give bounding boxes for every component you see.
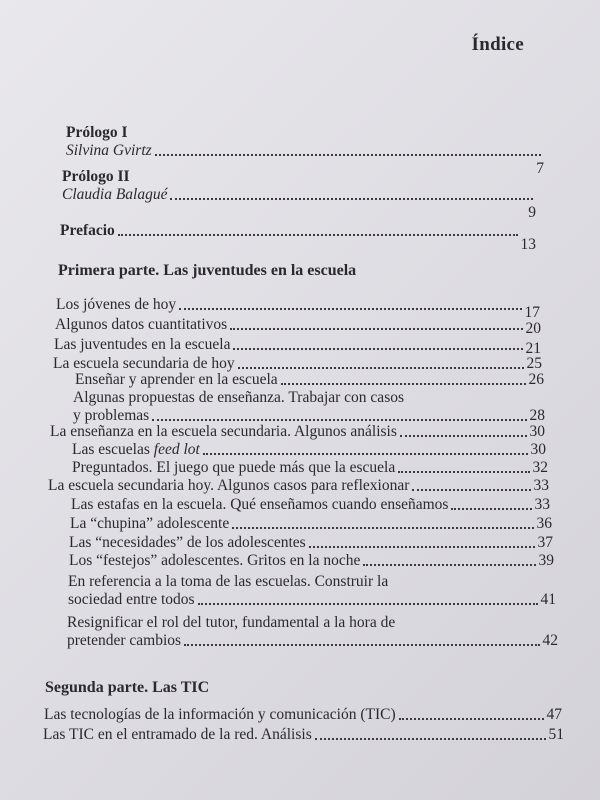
entry-title: Algunos datos cuantitativos (55, 316, 228, 333)
leader-dots (198, 603, 538, 605)
leader-dots (170, 198, 533, 200)
entry-page: 32 (532, 459, 548, 476)
entry-label: Prólogo II (62, 168, 130, 185)
entry-title-line1: Algunas propuestas de enseñanza. Trabajar con casos (73, 389, 405, 406)
part-heading-1: Primera parte. Las juventudes en la escuela (58, 262, 357, 279)
leader-dots (400, 435, 527, 437)
entry-title: Los jóvenes de hoy (56, 296, 177, 313)
toc-entry (73, 389, 545, 425)
entry-page: 21 (525, 340, 541, 357)
leader-dots (179, 308, 521, 310)
entry-title: Las juventudes en la escuela (54, 336, 231, 353)
leader-dots (309, 546, 535, 548)
entry-label: Prefacio (60, 222, 115, 239)
toc-entry (43, 726, 564, 744)
entry-page: 25 (526, 355, 542, 372)
entry-page: 33 (534, 496, 550, 513)
entry-title-line2: y problemas (73, 407, 150, 424)
entry-title: Las “necesidades” de los adolescentes (69, 534, 306, 551)
part-heading-2: Segunda parte. Las TIC (45, 679, 210, 696)
entry-label: Prólogo I (66, 124, 128, 141)
entry-title: La enseñanza en la escuela secundaria. Algunos análisis (50, 423, 397, 440)
entry-page: 33 (533, 477, 549, 494)
leader-dots (152, 419, 526, 421)
leader-dots (363, 564, 535, 566)
leader-dots (155, 154, 541, 156)
leader-dots (281, 383, 526, 385)
leader-dots (238, 367, 524, 369)
entry-title (72, 441, 200, 459)
toc-entry (56, 296, 540, 321)
entry-title: Los “festejos” adolescentes. Gritos en la noche (69, 552, 361, 569)
entry-page: 7 (536, 160, 544, 177)
toc-entry (44, 706, 562, 724)
leader-dots (315, 738, 546, 740)
leader-dots (118, 234, 518, 236)
entry-title: La escuela secundaria de hoy (53, 355, 235, 372)
entry-page: 20 (525, 320, 541, 337)
entry-title-line2: pretender cambios (67, 632, 182, 649)
entry-page: 13 (520, 236, 536, 253)
entry-title-line1: En referencia a la toma de las escuelas. Construir la (68, 573, 389, 590)
entry-page: 30 (529, 423, 545, 440)
leader-dots (232, 527, 533, 529)
toc-entry (67, 614, 558, 650)
toc-entry (55, 316, 541, 337)
toc-entry (68, 573, 556, 609)
entry-title-line2: sociedad entre todos (68, 591, 195, 608)
entry-author: Silvina Gvirtz (66, 142, 152, 159)
toc-entry-prefacio (60, 222, 536, 253)
entry-page: 42 (542, 632, 558, 649)
entry-page: 26 (528, 371, 544, 388)
entry-page: 41 (540, 591, 556, 608)
leader-dots (203, 453, 528, 455)
toc-entry (69, 552, 554, 570)
leader-dots (184, 644, 539, 646)
page-title: Índice (471, 34, 524, 55)
entry-title: La escuela secundaria hoy. Algunos casos para reflexionar (48, 477, 410, 494)
entry-title: Las TIC en el entramado de la red. Análisis (43, 726, 312, 743)
leader-dots (412, 489, 530, 491)
toc-entry (50, 423, 545, 441)
entry-title: Las tecnologías de la información y comunicación (TIC) (44, 706, 396, 723)
entry-title-prefix: Las escuelas (72, 441, 154, 458)
entry-page: 37 (537, 534, 553, 551)
entry-title: Preguntados. El juego que puede más que la escuela (72, 459, 396, 476)
entry-title-line1: Resignificar el rol del tutor, fundamental a la hora de (67, 614, 396, 631)
entry-title: Las estafas en la escuela. Qué enseñamos cuando enseñamos (71, 496, 449, 513)
toc-entry (75, 371, 544, 389)
toc-entry (71, 496, 550, 514)
entry-page: 47 (546, 706, 562, 723)
entry-page: 36 (536, 515, 552, 532)
entry-page: 51 (548, 726, 564, 743)
leader-dots (451, 508, 531, 510)
leader-dots (230, 328, 522, 330)
leader-dots (398, 471, 529, 473)
toc-entry (54, 336, 541, 357)
entry-page: 9 (528, 204, 536, 221)
entry-title-emphasis: feed lot (153, 441, 200, 458)
leader-dots (233, 348, 522, 350)
entry-author: Claudia Balagué (62, 186, 168, 203)
toc-entry (69, 534, 553, 552)
toc-entry (48, 477, 549, 495)
entry-page: 39 (538, 552, 554, 569)
toc-entry (72, 459, 548, 477)
entry-page: 17 (524, 304, 540, 321)
entry-page: 28 (529, 407, 545, 424)
entry-page: 30 (530, 441, 546, 458)
entry-title: Enseñar y aprender en la escuela (75, 371, 278, 388)
entry-title: La “chupina” adolescente (70, 515, 230, 532)
toc-entry (70, 515, 552, 533)
toc-entry (72, 441, 546, 459)
leader-dots (399, 718, 544, 720)
toc-entry-prologo-2 (62, 168, 536, 222)
